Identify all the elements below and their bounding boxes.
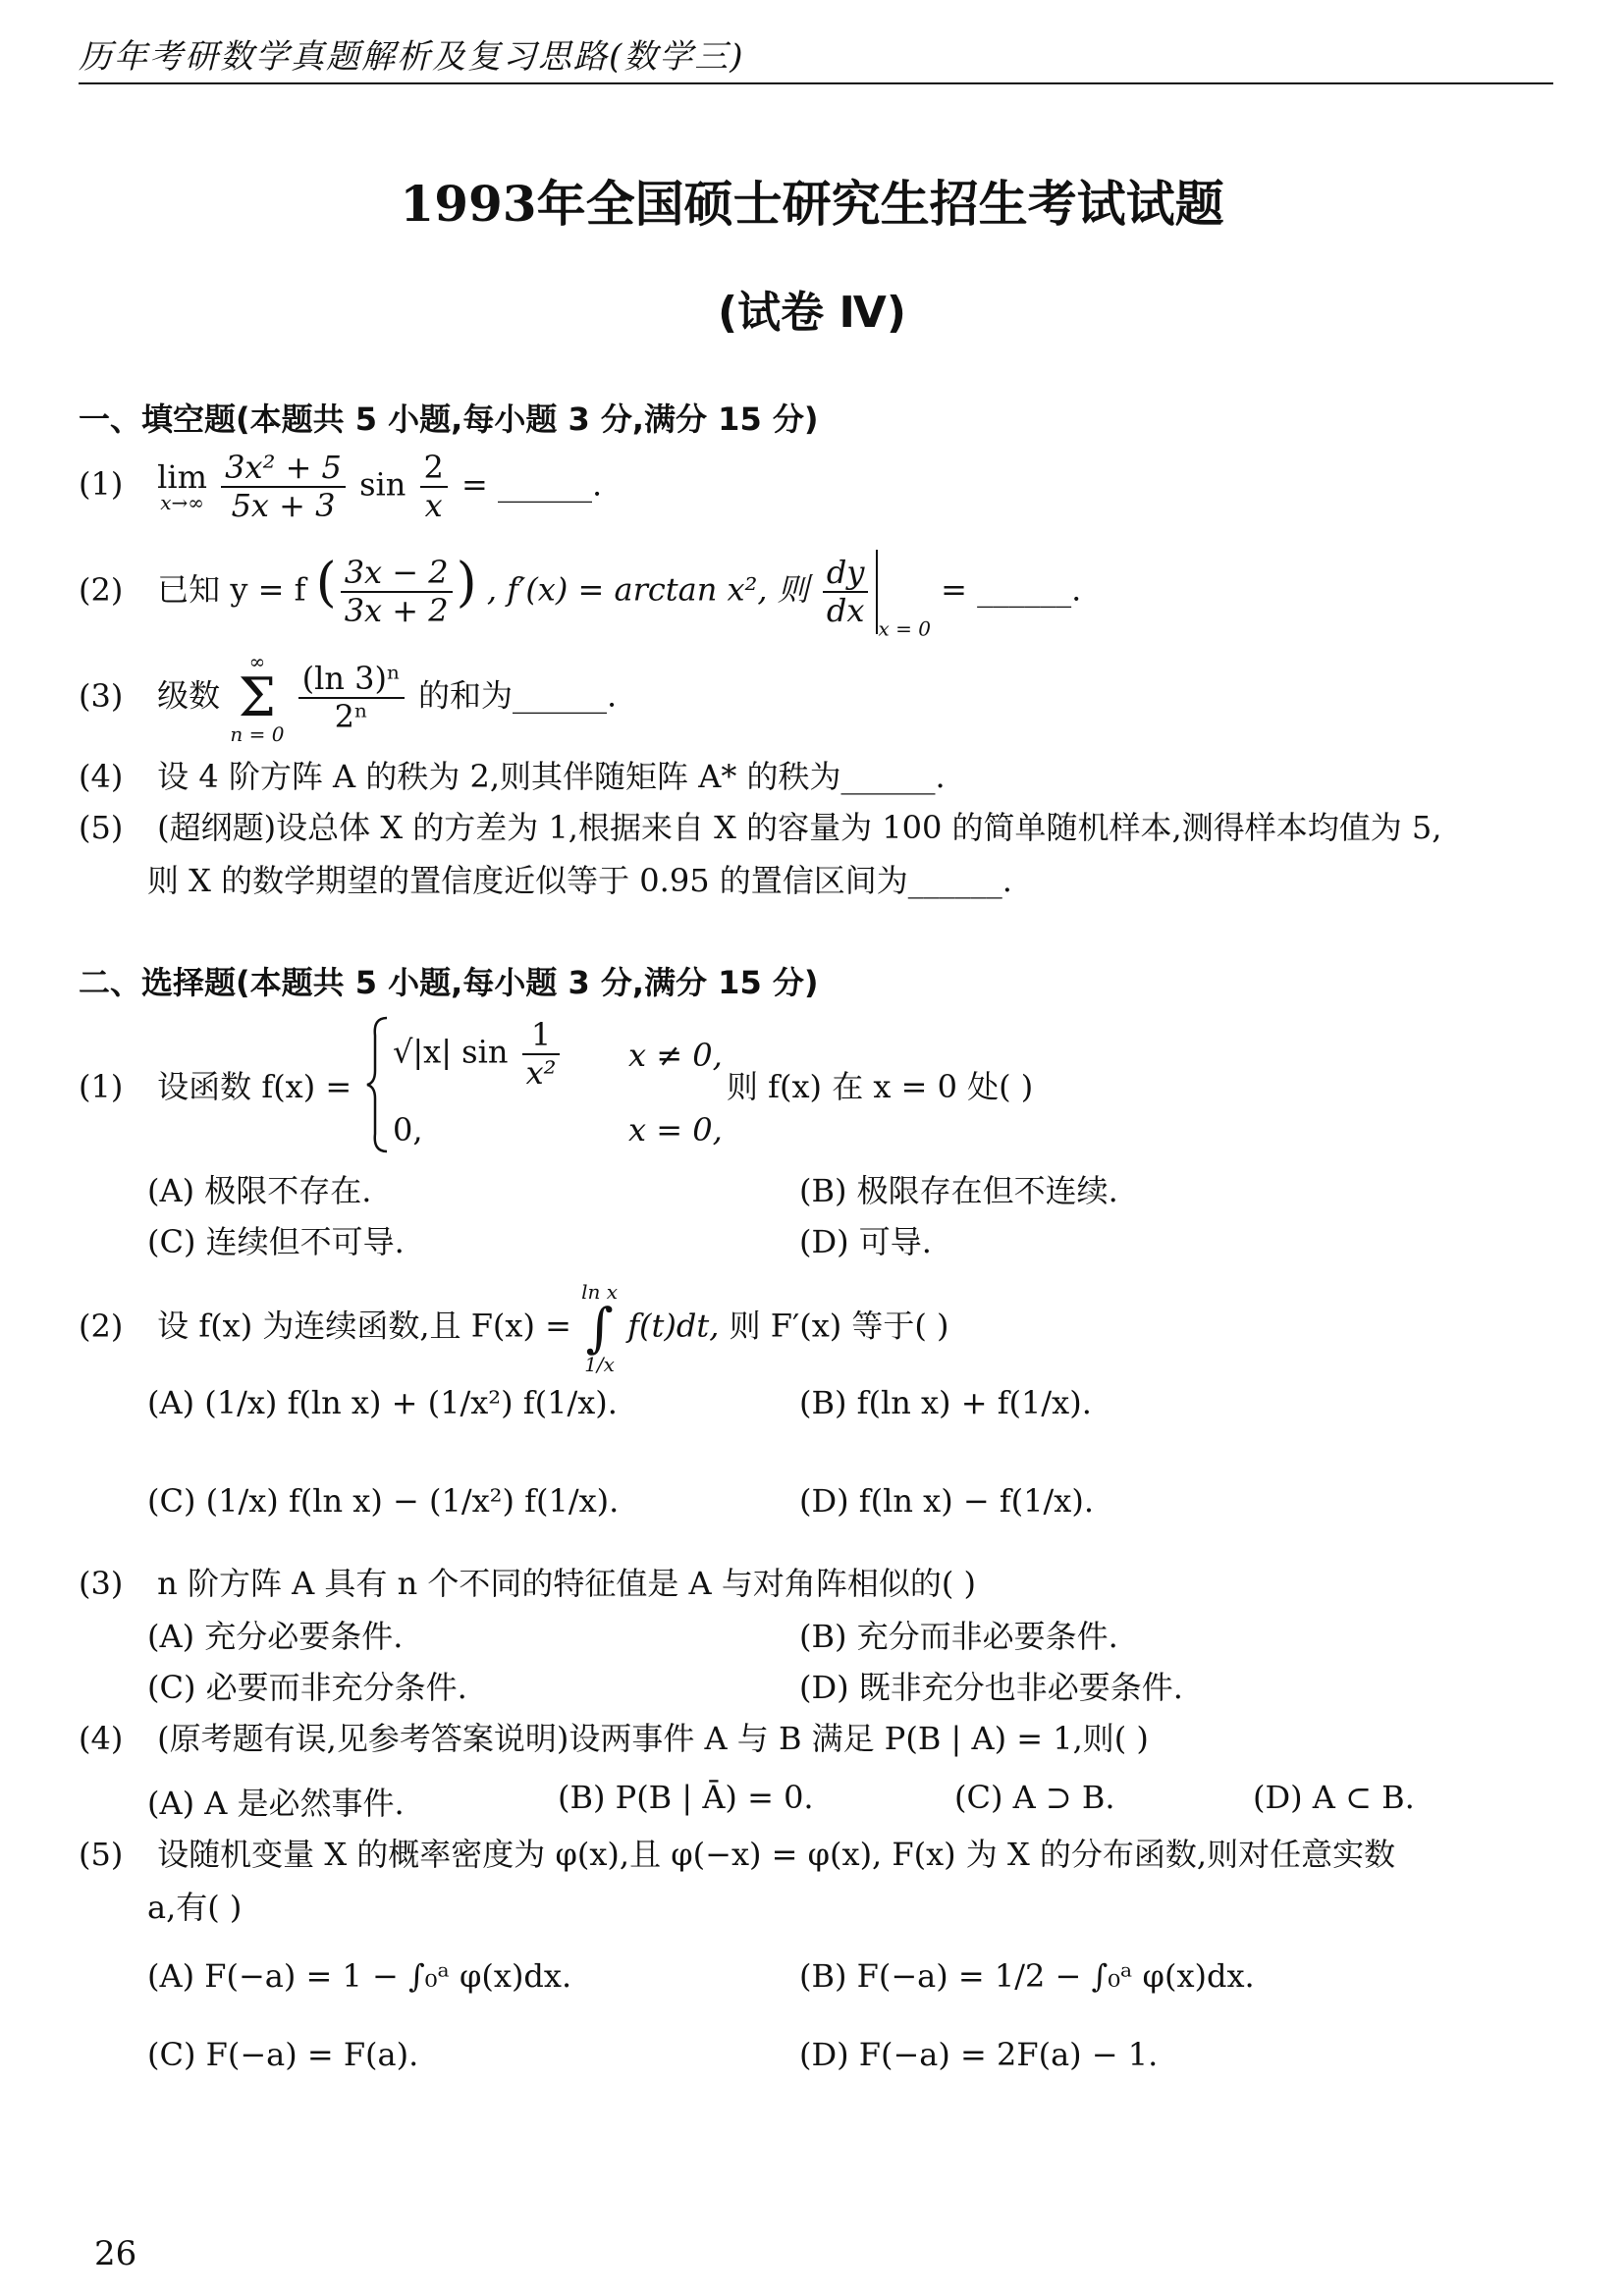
fraction: $\frac{\text{(ln 3)ⁿ}}{\text{2ⁿ}}$ bbox=[298, 661, 405, 735]
piecewise-case-2: 0, bbox=[393, 1111, 423, 1148]
s1-question-3: (3) 级数 ∞ Σ n = 0 $\frac{\text{(ln 3)ⁿ}}{\text{2ⁿ}}$ 的和为______. bbox=[79, 650, 618, 746]
answer-blank: = ______. bbox=[461, 465, 603, 504]
option-b: (B) 极限存在但不连续. bbox=[799, 1172, 1118, 1209]
fraction: $\frac{\text{3x² + 5}}{5x + 3}$ bbox=[221, 450, 346, 524]
question-number: (3) bbox=[79, 1565, 124, 1602]
piecewise-condition-2: x = 0, bbox=[628, 1111, 723, 1148]
page-title: 1993年全国硕士研究生招生考试试题 bbox=[400, 175, 1224, 233]
s2-question-5: (5) 设随机变量 X 的概率密度为 φ(x),且 φ(−x) = φ(x), F(x) 为 X 的分布函数,则对任意实数 bbox=[79, 1836, 1396, 1873]
option-a: (A) 极限不存在. bbox=[147, 1172, 372, 1209]
page-number: 26 bbox=[94, 2234, 137, 2273]
option-d: (D) F(−a) = 2F(a) − 1. bbox=[799, 2036, 1159, 2073]
option-a: (A) (1/x) f(ln x) + (1/x²) f(1/x). bbox=[147, 1384, 618, 1421]
s2-question-1: (1) 设函数 f(x) = bbox=[79, 1068, 352, 1105]
s1-question-1 bbox=[79, 450, 602, 524]
page-subtitle: (试卷 Ⅳ) bbox=[718, 288, 906, 338]
integral: ln x ∫ 1/x bbox=[581, 1280, 619, 1376]
question-number: (3) bbox=[79, 676, 124, 715]
question-number: (4) bbox=[79, 1720, 124, 1757]
left-brace bbox=[365, 1016, 389, 1153]
s2-question-2: (2) 设 f(x) 为连续函数,且 F(x) = ln x ∫ 1/x f(t)dt, 则 F′(x) 等于( ) bbox=[79, 1280, 949, 1376]
option-c: (C) A ⊃ B. bbox=[954, 1779, 1115, 1816]
answer-blank: = ______. bbox=[941, 570, 1082, 609]
fraction: $\frac{2}{x}$ bbox=[420, 450, 448, 524]
s1-question-5: (5) (超纲题)设总体 X 的方差为 1,根据来自 X 的容量为 100 的简单随机样本,测得样本均值为 5, bbox=[79, 809, 1442, 846]
option-c: (C) 必要而非充分条件. bbox=[147, 1669, 467, 1706]
option-b: (B) 充分而非必要条件. bbox=[799, 1618, 1118, 1655]
option-a: (A) A 是必然事件. bbox=[147, 1785, 405, 1822]
option-a: (A) 充分必要条件. bbox=[147, 1618, 404, 1655]
option-b: (B) P(B | Ā) = 0. bbox=[558, 1779, 814, 1816]
s2-question-3: (3) n 阶方阵 A 具有 n 个不同的特征值是 A 与对角阵相似的( ) bbox=[79, 1565, 976, 1602]
piecewise-condition-1: x ≠ 0, bbox=[628, 1037, 723, 1074]
option-b: (B) F(−a) = 1/2 − ∫₀ᵃ φ(x)dx. bbox=[799, 1957, 1255, 1995]
s1-question-4: (4) 设 4 阶方阵 A 的秩为 2,则其伴随矩阵 A* 的秩为______. bbox=[79, 758, 946, 795]
derivative-fraction: $\frac{dy}{dx}$ bbox=[823, 555, 869, 629]
question-number: (5) bbox=[79, 1836, 124, 1873]
question-number: (5) bbox=[79, 809, 124, 846]
section-heading-choice: 二、选择题(本题共 5 小题,每小题 3 分,满分 15 分) bbox=[79, 964, 819, 1001]
fraction: $\frac{3x - 2}{3x + 2}$ bbox=[341, 555, 453, 629]
option-c: (C) 连续但不可导. bbox=[147, 1223, 405, 1260]
limit-operator: lim x→∞ bbox=[157, 457, 207, 514]
option-d: (D) 既非充分也非必要条件. bbox=[799, 1669, 1183, 1706]
running-header: 历年考研数学真题解析及复习思路(数学三) bbox=[79, 37, 745, 77]
question-number: (1) bbox=[79, 465, 124, 504]
s1-question-5-cont: 则 X 的数学期望的置信度近似等于 0.95 的置信区间为______. bbox=[147, 862, 1012, 899]
section-heading-fill-in: 一、填空题(本题共 5 小题,每小题 3 分,满分 15 分) bbox=[79, 400, 819, 438]
option-c: (C) (1/x) f(ln x) − (1/x²) f(1/x). bbox=[147, 1482, 620, 1520]
s1-question-2: (2) 已知 y = f ( $\frac{3x - 2}{3x + 2}$ ) , f′(x) = arctan x², 则 $\frac{dy}{dx}$ $_{x = 0}$ = ______. bbox=[79, 551, 1082, 641]
option-d: (D) A ⊂ B. bbox=[1253, 1779, 1415, 1816]
s2-question-4: (4) (原考题有误,见参考答案说明)设两事件 A 与 B 满足 P(B | A) = 1,则( ) bbox=[79, 1720, 1149, 1757]
question-stem-tail: 则 f(x) 在 x = 0 处( ) bbox=[727, 1068, 1034, 1105]
option-b: (B) f(ln x) + f(1/x). bbox=[799, 1384, 1092, 1421]
option-d: (D) 可导. bbox=[799, 1223, 932, 1260]
question-number: (1) bbox=[79, 1068, 124, 1105]
question-number: (4) bbox=[79, 758, 124, 795]
question-number: (2) bbox=[79, 570, 124, 609]
s2-question-5-cont: a,有( ) bbox=[147, 1889, 243, 1926]
piecewise-case-1: √|x| sin $\frac{1}{\text{x²}}$ bbox=[393, 1017, 564, 1092]
sin-text: sin bbox=[359, 465, 406, 504]
header-rule bbox=[79, 82, 1553, 84]
option-a: (A) F(−a) = 1 − ∫₀ᵃ φ(x)dx. bbox=[147, 1957, 572, 1995]
question-number: (2) bbox=[79, 1307, 124, 1345]
option-c: (C) F(−a) = F(a). bbox=[147, 2036, 419, 2073]
option-d: (D) f(ln x) − f(1/x). bbox=[799, 1482, 1094, 1520]
summation: ∞ Σ n = 0 bbox=[230, 650, 285, 746]
